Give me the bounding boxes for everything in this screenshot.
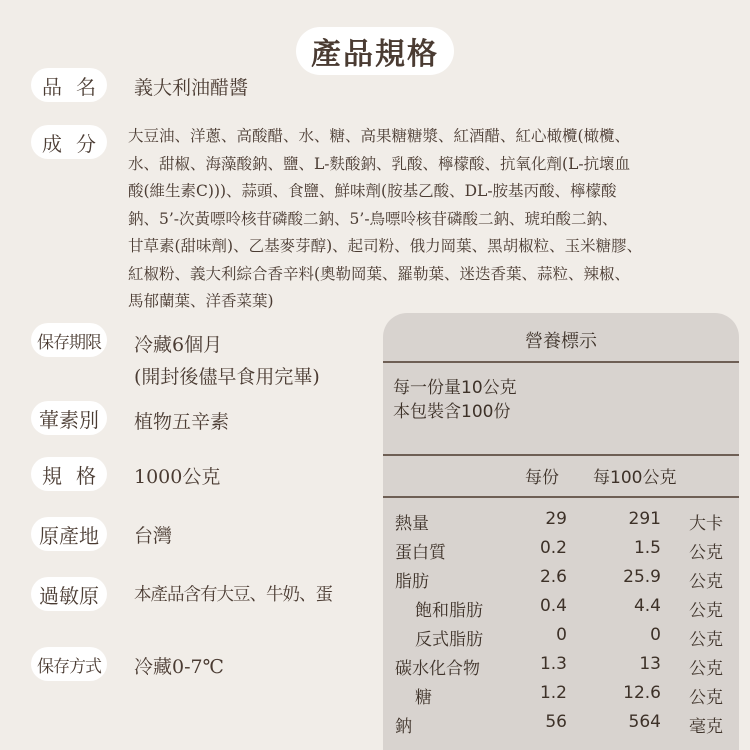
column-header-per-100g: 每100公克	[593, 468, 677, 488]
nutrient-name: 碳水化合物	[395, 659, 480, 679]
nutrition-row	[383, 683, 739, 711]
vegetarian-value: 植物五辛素	[134, 411, 230, 433]
value-per-serving: 0.2	[539, 538, 567, 558]
ingredients-line: 酸(維生素C)))、蒜頭、食鹽、鮮味劑(胺基乙酸、DL-胺基丙酸、檸檬酸	[128, 182, 617, 200]
nutrient-name: 熱量	[395, 514, 429, 534]
ingredients-line: 水、甜椒、海藻酸鈉、鹽、L-麩酸鈉、乳酸、檸檬酸、抗氧化劑(L-抗壞血	[128, 154, 631, 173]
value-per-100g: 0	[650, 625, 661, 645]
label-shelf-life: 保存期限	[31, 323, 107, 357]
nutrition-row	[383, 596, 739, 624]
label-ingredients: 成分	[31, 125, 107, 159]
nutrient-unit: 公克	[689, 572, 723, 592]
ingredients-line: 馬郁蘭葉、洋香菜葉)	[128, 292, 274, 310]
origin-value: 台灣	[134, 525, 173, 547]
nutrient-unit: 公克	[689, 543, 723, 563]
ingredients-line: 紅椒粉、義大利綜合香辛料(奧勒岡葉、羅勒葉、迷迭香葉、蒜粒、辣椒、	[128, 264, 631, 283]
nutrient-name: 糖	[415, 688, 432, 708]
value-per-serving: 29	[545, 509, 567, 529]
storage-value: 冷藏0-7℃	[134, 656, 224, 678]
shelf-life-note: (開封後儘早食用完畢)	[134, 366, 320, 388]
value-per-100g: 12.6	[623, 683, 661, 703]
ingredients-line: 鈉、5’-次黃嘌呤核苷磷酸二鈉、5’-鳥嘌呤核苷磷酸二鈉、琥珀酸二鈉、	[128, 209, 618, 228]
value-per-100g: 4.4	[633, 596, 661, 616]
nutrient-unit: 毫克	[689, 717, 723, 737]
label-vegetarian: 葷素別	[31, 401, 107, 435]
ingredients-line: 甘草素(甜味劑)、乙基麥芽醇)、起司粉、俄力岡葉、黑胡椒粒、玉米糖膠、	[128, 237, 643, 255]
nutrition-title: 營養標示	[525, 331, 597, 352]
nutrition-row	[383, 567, 739, 595]
divider	[383, 454, 739, 456]
nutrient-name: 鈉	[395, 717, 412, 737]
nutrition-row	[383, 625, 739, 653]
value-per-serving: 0	[556, 625, 567, 645]
nutrition-panel	[383, 313, 739, 750]
label-origin: 原產地	[31, 517, 107, 551]
value-per-serving: 0.4	[539, 596, 567, 616]
value-per-100g: 1.5	[633, 538, 661, 558]
nutrient-name: 反式脂肪	[415, 630, 483, 650]
divider	[383, 361, 739, 363]
nutrient-unit: 大卡	[689, 514, 723, 534]
serving-size: 每一份量10公克	[393, 378, 517, 398]
value-per-serving: 56	[545, 712, 567, 732]
value-per-serving: 1.3	[539, 654, 567, 674]
nutrient-unit: 公克	[689, 601, 723, 621]
nutrient-name: 脂肪	[395, 572, 429, 592]
nutrient-unit: 公克	[689, 688, 723, 708]
shelf-life-value: 冷藏6個月	[134, 334, 223, 356]
size-value: 1000公克	[134, 466, 221, 488]
value-per-serving: 2.6	[539, 567, 567, 587]
value-per-100g: 291	[628, 509, 661, 529]
ingredients-line: 大豆油、洋蔥、高酸醋、水、糖、高果糖糖漿、紅酒醋、紅心橄欖(橄欖、	[128, 127, 631, 145]
page-title: 產品規格	[296, 27, 454, 75]
nutrient-name: 飽和脂肪	[415, 601, 483, 621]
divider	[383, 496, 739, 498]
nutrient-unit: 公克	[689, 630, 723, 650]
product-name-value: 義大利油醋醬	[134, 77, 249, 99]
label-allergen: 過敏原	[31, 577, 107, 611]
nutrition-row	[383, 654, 739, 682]
value-per-100g: 25.9	[623, 567, 661, 587]
nutrition-row	[383, 538, 739, 566]
nutrition-row	[383, 712, 739, 740]
value-per-100g: 13	[639, 654, 661, 674]
allergen-value: 本產品含有大豆、牛奶、蛋	[134, 585, 332, 605]
label-size: 規格	[31, 457, 107, 491]
column-header-per-serving: 每份	[525, 468, 559, 488]
label-product-name: 品名	[31, 68, 107, 102]
value-per-100g: 564	[628, 712, 661, 732]
label-storage: 保存方式	[31, 647, 107, 681]
nutrition-row	[383, 509, 739, 537]
nutrient-unit: 公克	[689, 659, 723, 679]
value-per-serving: 1.2	[539, 683, 567, 703]
ingredients-text	[128, 123, 728, 316]
servings-per-package: 本包裝含100份	[393, 402, 511, 422]
nutrient-name: 蛋白質	[395, 543, 446, 563]
